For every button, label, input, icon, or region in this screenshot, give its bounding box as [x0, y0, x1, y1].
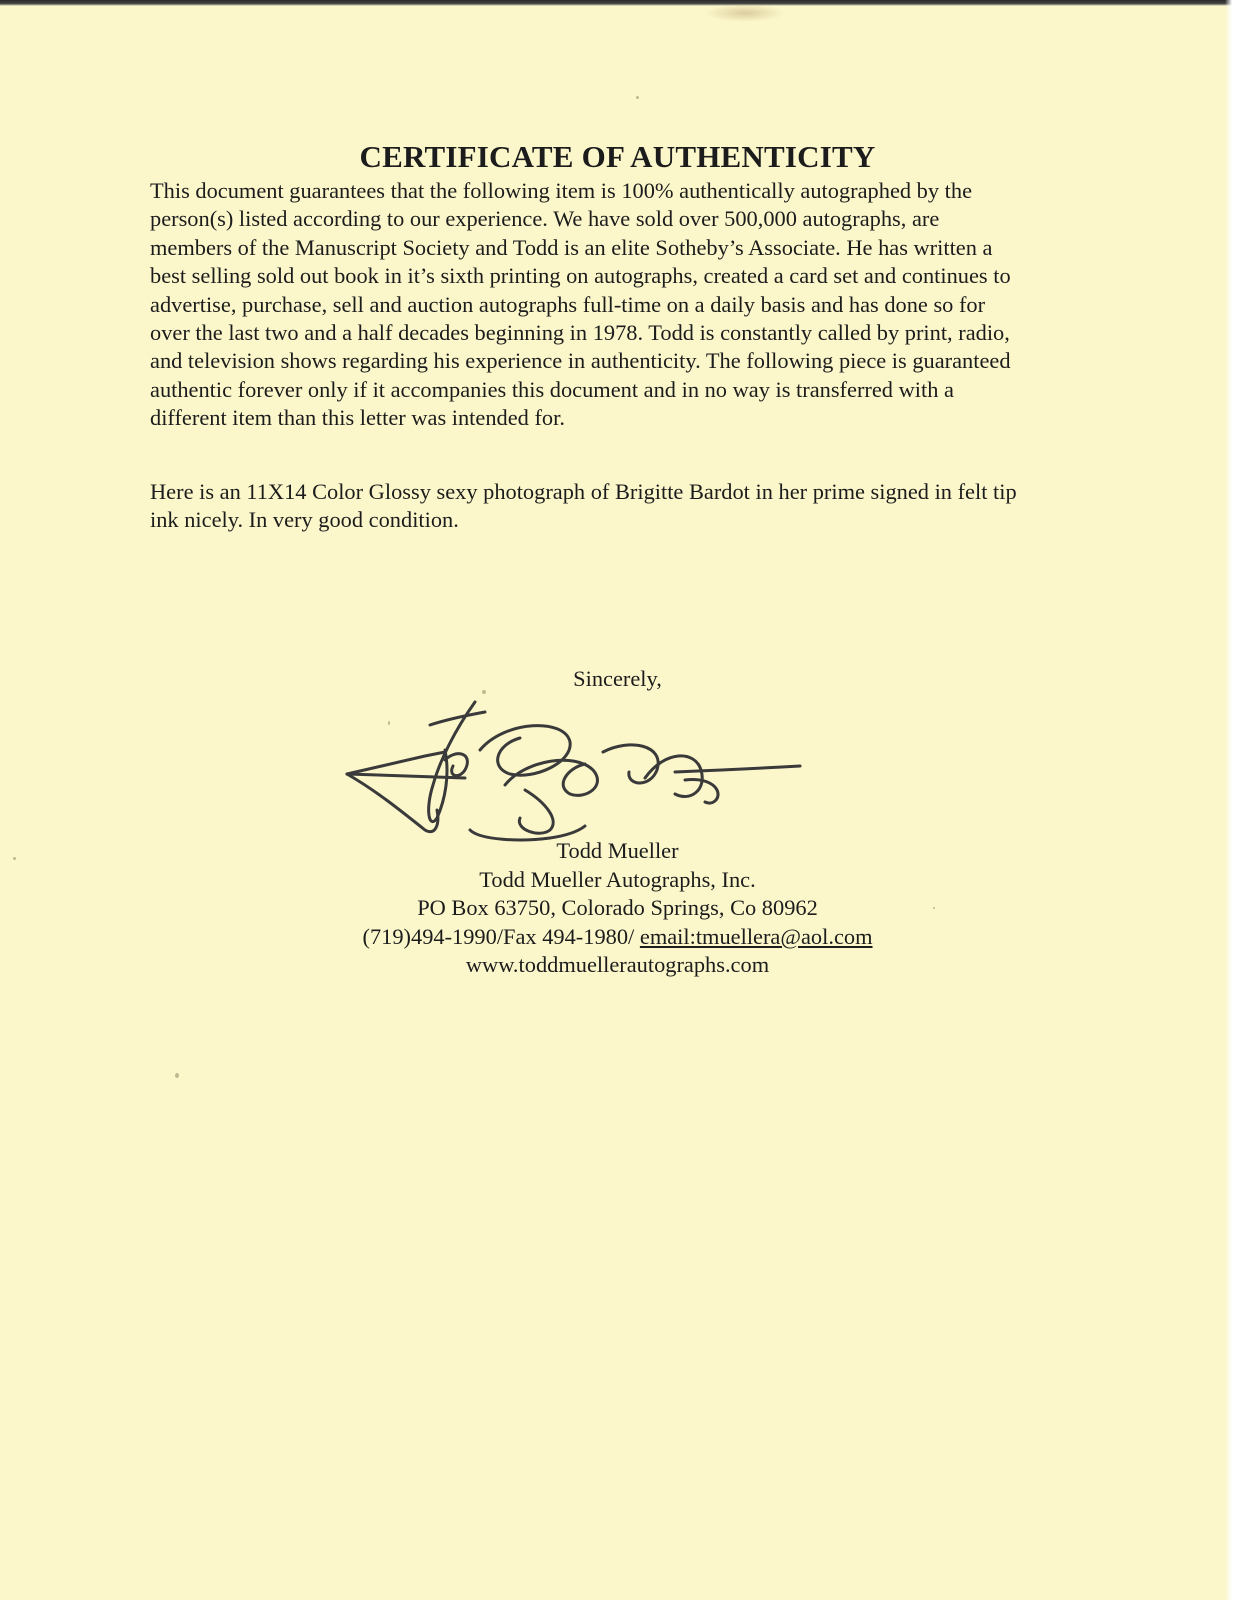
guarantee-line: different item than this letter was intended for.: [150, 405, 565, 431]
scan-right-edge: [1225, 0, 1235, 1600]
signature-block: [0, 837, 1235, 980]
guarantee-line: authentic forever only if it accompanies this document and in no way is transferred with a: [150, 376, 954, 402]
item-description-line: Here is an 11X14 Color Glossy sexy photograph of Brigitte Bardot in her prime signed in felt tip: [150, 479, 1017, 504]
guarantee-line: person(s) listed according to our experience. We have sold over 500,000 autographs, are: [150, 206, 940, 232]
guarantee-line: members of the Manuscript Society and Todd is an elite Sotheby’s Associate. He has written a: [150, 234, 993, 260]
item-description-paragraph: [150, 478, 1095, 535]
phone-fax: (719)494-1990/Fax 494-1980/: [362, 923, 640, 949]
guarantee-line: best selling sold out book in it’s sixth printing on autographs, created a card set and continues to: [150, 263, 1011, 289]
email-link[interactable]: email:tmuellera@aol.com: [639, 923, 873, 949]
website-url: www.toddmuellerautographs.com: [465, 952, 770, 978]
paper-speck: [636, 96, 639, 99]
contact-line: [0, 923, 1235, 952]
company-name: Todd Mueller Autographs, Inc.: [479, 866, 756, 892]
guarantee-line: This document guarantees that the following item is 100% authentically autographed by the: [150, 178, 973, 203]
guarantee-paragraph: [150, 177, 1095, 433]
item-description-line: ink nicely. In very good condition.: [150, 507, 459, 533]
mailing-address: PO Box 63750, Colorado Springs, Co 80962: [417, 895, 818, 921]
guarantee-line: over the last two and a half decades beginning in 1978. Todd is constantly called by print, radio,: [150, 320, 1010, 346]
closing-salutation: Sincerely,: [573, 666, 662, 691]
signer-name: Todd Mueller: [556, 838, 679, 863]
certificate-title: CERTIFICATE OF AUTHENTICITY: [359, 139, 876, 174]
scan-top-edge: [0, 0, 1235, 6]
guarantee-line: and television shows regarding his experience in authenticity. The following piece is guaranteed: [150, 348, 1011, 374]
guarantee-line: advertise, purchase, sell and auction autographs full-time on a daily basis and has done so for: [150, 291, 986, 317]
paper-speck: [175, 1073, 179, 1078]
paper-stain: [705, 4, 785, 22]
